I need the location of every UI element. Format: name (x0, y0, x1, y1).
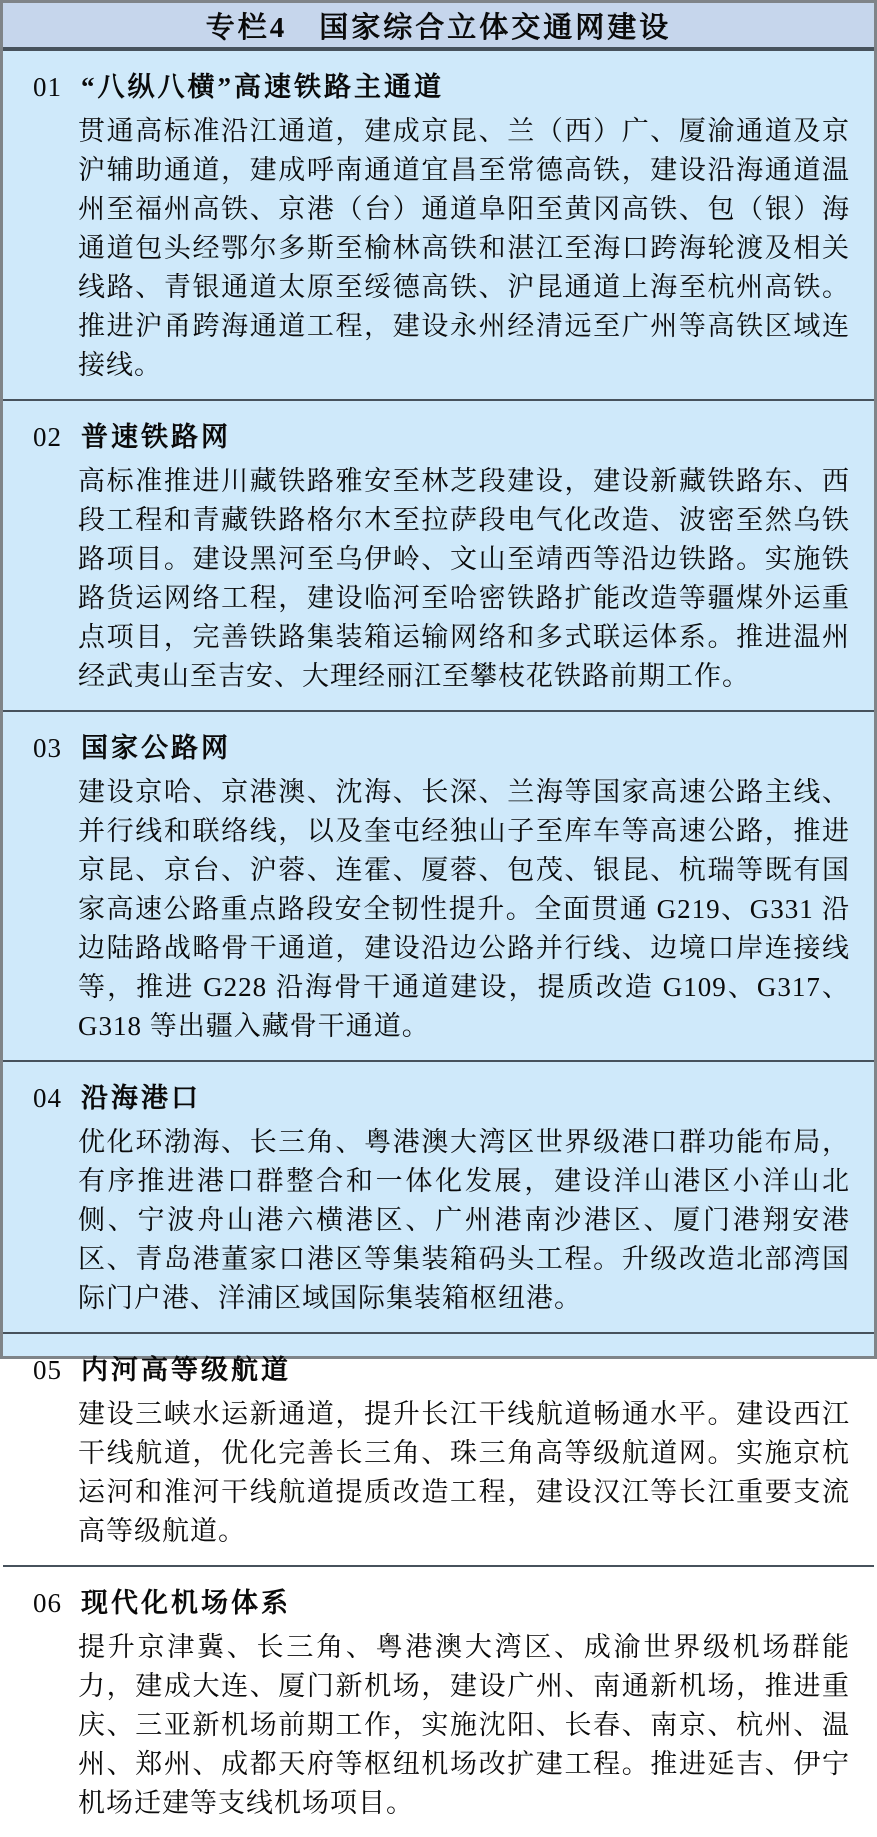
section-number: 04 (33, 1083, 62, 1113)
section-body: 高标准推进川藏铁路雅安至林芝段建设，建设新藏铁路东、西段工程和青藏铁路格尔木至拉萨段电气化改造、波密至然乌铁路项目。建设黑河至乌伊岭、文山至靖西等沿边铁路。实施铁路货运网络工程，建设临河至哈密铁路扩能改造等疆煤外运重点项目，完善铁路集装箱运输网络和多式联运体系。推进温州经武夷山至吉安、大理经丽江至攀枝花铁路前期工作。 (78, 466, 850, 691)
section-number: 06 (33, 1588, 62, 1618)
section-number: 01 (33, 72, 62, 102)
section-body: 建设三峡水运新通道，提升长江干线航道畅通水平。建设西江干线航道，优化完善长三角、珠三角高等级航道网。实施京杭运河和淮河干线航道提质改造工程，建设汉江等长江重要支流高等级航道。 (78, 1399, 850, 1546)
section-body: 提升京津冀、长三角、粤港澳大湾区、成渝世界级机场群能力，建成大连、厦门新机场，建设广州、南通新机场，推进重庆、三亚新机场前期工作，实施沈阳、长春、南京、杭州、温州、郑州、成都天府等枢纽机场改扩建工程。推进延吉、伊宁机场迁建等支线机场项目。 (78, 1632, 850, 1818)
section-heading: 现代化机场体系 (81, 1588, 291, 1618)
section-03 (3, 710, 874, 1060)
section-01 (3, 51, 874, 399)
section-heading: “八纵八横”高速铁路主通道 (81, 72, 444, 102)
section-head (3, 401, 874, 460)
panel-title: 专栏4 国家综合立体交通网建设 (205, 11, 672, 44)
section-body: 建设京哈、京港澳、沈海、长深、兰海等国家高速公路主线、并行线和联络线，以及奎屯经独山子至库车等高速公路，推进京昆、京台、沪蓉、连霍、厦蓉、包茂、银昆、杭瑞等既有国家高速公路重点路段安全韧性提升。全面贯通 G219、G331 沿边陆路战略骨干通道，建设沿边公路并行线、边境口岸连接线等，推进 G228 沿海骨干通道建设，提质改造 G109、G317、G318 等出疆入藏骨干通道。 (78, 777, 850, 1041)
section-06 (3, 1565, 874, 1837)
section-heading: 普速铁路网 (81, 422, 231, 452)
section-head (3, 712, 874, 771)
section-body: 贯通高标准沿江通道，建成京昆、兰（西）广、厦渝通道及京沪辅助通道，建成呼南通道宜昌至常德高铁，建设沿海通道温州至福州高铁、京港（台）通道阜阳至黄冈高铁、包（银）海通道包头经鄂尔多斯至榆林高铁和湛江至海口跨海轮渡及相关线路、青银通道太原至绥德高铁、沪昆通道上海至杭州高铁。推进沪甬跨海通道工程，建设永州经清远至广州等高铁区域连接线。 (78, 116, 850, 380)
section-02 (3, 399, 874, 710)
section-05 (3, 1332, 874, 1565)
section-04 (3, 1060, 874, 1332)
section-number: 02 (33, 422, 62, 452)
section-head (3, 1567, 874, 1626)
section-number: 05 (33, 1355, 62, 1385)
section-head (3, 1062, 874, 1121)
section-body: 优化环渤海、长三角、粤港澳大湾区世界级港口群功能布局，有序推进港口群整合和一体化发展，建设洋山港区小洋山北侧、宁波舟山港六横港区、广州港南沙港区、厦门港翔安港区、青岛港董家口港区等集装箱码头工程。升级改造北部湾国际门户港、洋浦区域国际集装箱枢纽港。 (78, 1127, 850, 1313)
panel-header (3, 3, 874, 51)
section-number: 03 (33, 733, 62, 763)
section-heading: 国家公路网 (81, 733, 231, 763)
section-head (3, 51, 874, 110)
section-heading: 沿海港口 (81, 1083, 201, 1113)
section-heading: 内河高等级航道 (81, 1355, 291, 1385)
section-head (3, 1334, 874, 1393)
